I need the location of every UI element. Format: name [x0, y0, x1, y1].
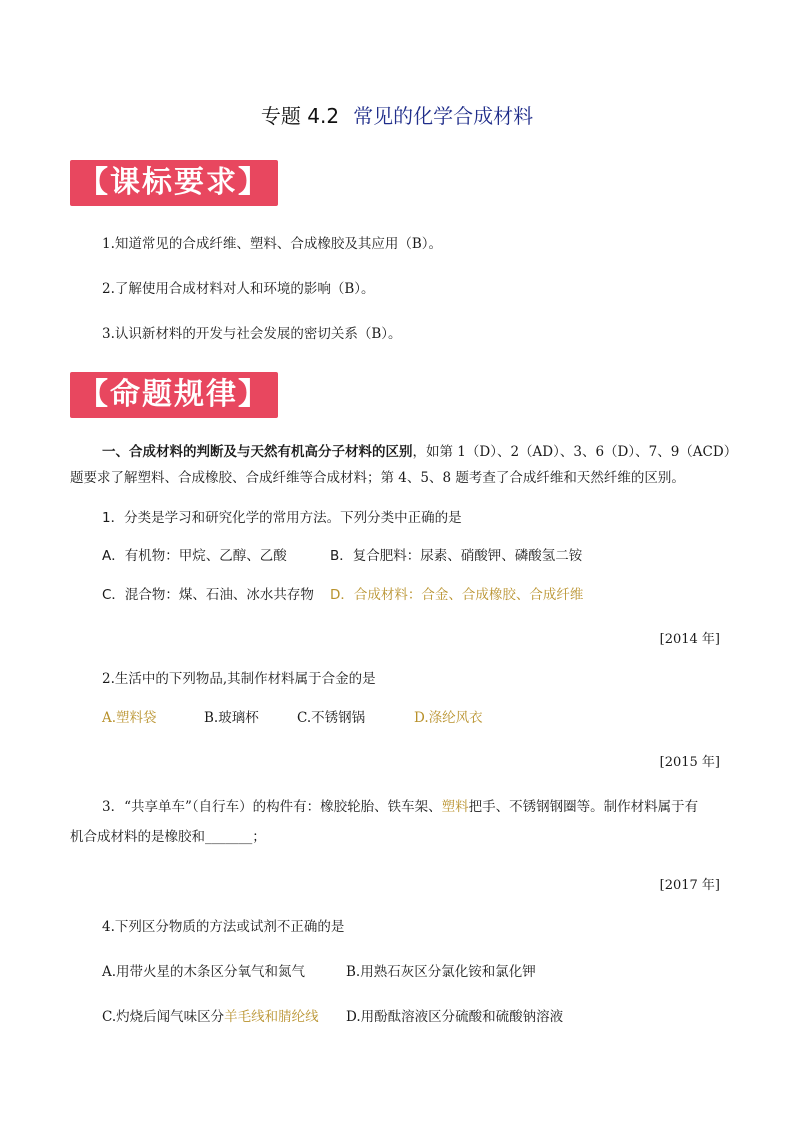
q4-option-a: A.用带火星的木条区分氧气和氮气 [102, 964, 306, 980]
q1-stem: 1．分类是学习和研究化学的常用方法。下列分类中正确的是 [102, 510, 462, 526]
q1-option-b: B．复合肥料：尿素、硝酸钾、磷酸氢二铵 [330, 548, 583, 564]
q3-line2: 机合成材料的是橡胶和_______； [70, 829, 266, 845]
q3-line1-pre: 3．“共享单车”（自行车）的构件有：橡胶轮胎、铁车架、 [102, 799, 442, 815]
q4-option-c-highlight: 羊毛线和腈纶线 [224, 1009, 319, 1025]
q3-line1 [102, 797, 698, 817]
section-banner-curriculum: 【课标要求】 [70, 160, 278, 206]
pattern-heading: 一、合成材料的判断及与天然有机高分子材料的区别 [102, 444, 413, 460]
q2-year: [2015 年] [659, 755, 720, 770]
q1-year: [2014 年] [659, 632, 720, 647]
q3-highlight: 塑料 [441, 799, 469, 815]
pattern-intro-line1 [102, 442, 737, 462]
title-text: 常见的化学合成材料 [353, 104, 534, 128]
q4-stem: 4.下列区分物质的方法或试剂不正确的是 [102, 919, 345, 935]
curriculum-item-3: 3.认识新材料的开发与社会发展的密切关系（B）。 [102, 326, 402, 342]
pattern-intro-line2: 题要求了解塑料、合成橡胶、合成纤维等合成材料；第 4、5、8 题考查了合成纤维和天然纤维的区别。 [70, 470, 685, 486]
q4-option-c [102, 1007, 319, 1027]
q1-option-a: A．有机物：甲烷、乙醇、乙酸 [102, 548, 287, 564]
q2-option-d: D.涤纶风衣 [414, 710, 483, 726]
q2-option-c: C.不锈钢锅 [297, 710, 366, 726]
q2-option-b: B.玻璃杯 [204, 710, 259, 726]
curriculum-item-1: 1.知道常见的合成纤维、塑料、合成橡胶及其应用（B）。 [102, 236, 443, 252]
title-number: 专题 4.2 [260, 104, 340, 128]
q3-year: [2017 年] [659, 878, 720, 893]
q2-option-a: A.塑料袋 [102, 710, 157, 726]
section-banner-exam-pattern: 【命题规律】 [70, 372, 278, 418]
q2-stem: 2.生活中的下列物品,其制作材料属于合金的是 [102, 671, 376, 687]
q1-option-c: C．混合物：煤、石油、冰水共存物 [102, 587, 314, 603]
q4-option-d: D.用酚酞溶液区分硫酸和硫酸钠溶液 [346, 1009, 564, 1025]
curriculum-item-2: 2.了解使用合成材料对人和环境的影响（B）。 [102, 281, 375, 297]
q3-line1-post: 把手、不锈钢钢圈等。制作材料属于有 [468, 799, 699, 815]
page-title [0, 100, 794, 129]
pattern-intro-rest: ，如第 1（D）、2（AD）、3、6（D）、7、9（ACD） [412, 444, 738, 460]
q4-option-b: B.用熟石灰区分氯化铵和氯化钾 [346, 964, 536, 980]
q4-option-c-pre: C.灼烧后闻气味区分 [102, 1009, 225, 1025]
q1-option-d: D．合成材料：合金、合成橡胶、合成纤维 [330, 587, 584, 603]
